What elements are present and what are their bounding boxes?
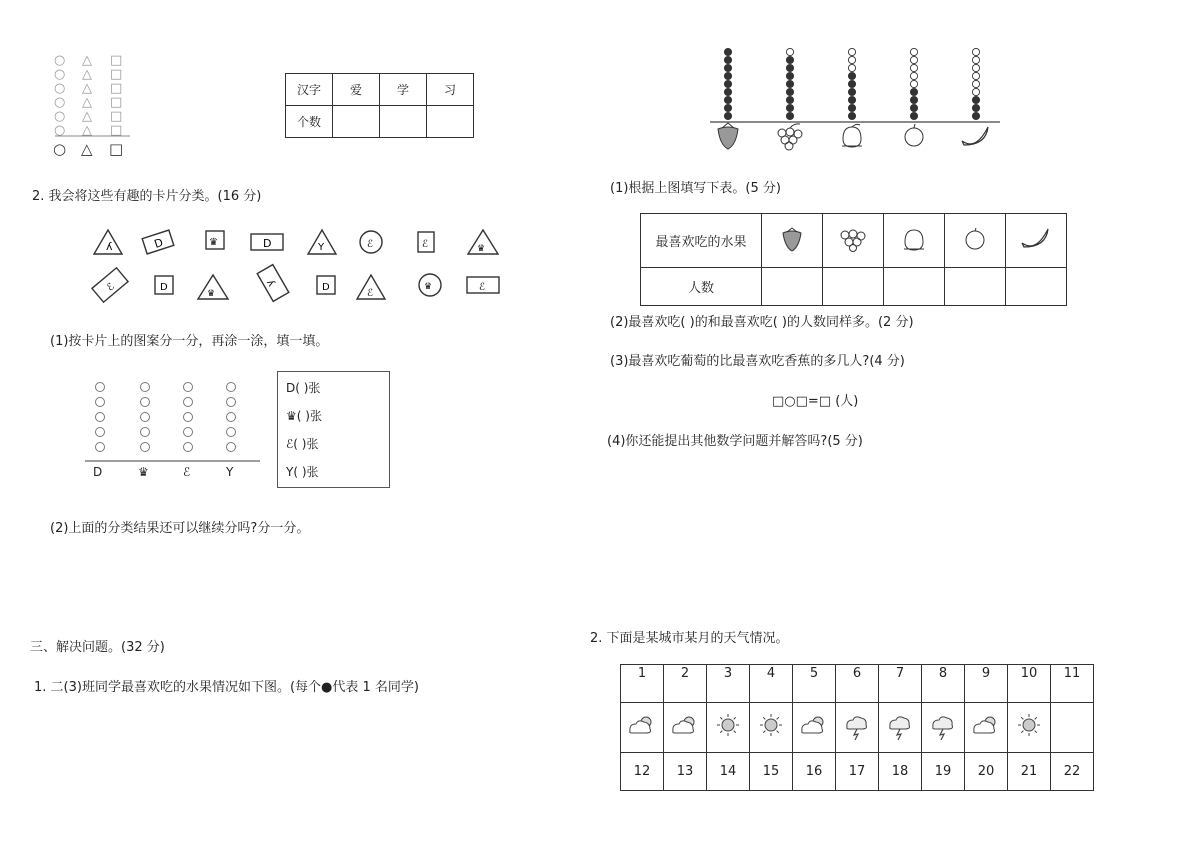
partly-cloudy-icon	[627, 713, 657, 739]
bead-filled	[724, 80, 731, 87]
grapes-icon	[838, 226, 868, 252]
svg-text:Υ: Υ	[318, 242, 325, 253]
bead-filled	[786, 56, 793, 63]
fruit-cell-grapes	[823, 214, 884, 268]
section3-title: 三、解决问题。(32 分)	[30, 640, 165, 655]
bead-filled	[724, 104, 731, 111]
tally-symbol: □	[110, 123, 123, 138]
bead-empty	[972, 80, 979, 87]
fruit-table-row1-label: 最喜欢吃的水果	[641, 214, 762, 268]
bead-filled	[724, 72, 731, 79]
bead-empty	[972, 48, 979, 55]
partly-cloudy-icon	[799, 713, 829, 739]
card-rect-3	[467, 277, 499, 293]
fill-icon: Υ	[286, 465, 294, 479]
tally-circle	[96, 428, 105, 437]
apple-icon	[962, 226, 988, 252]
sunny-icon	[1014, 713, 1044, 739]
tally-symbol: △	[82, 67, 92, 82]
tally-symbol: △	[82, 109, 92, 124]
weather-day-cell: 5	[793, 665, 836, 703]
tally-circle	[141, 443, 150, 452]
bead-filled	[786, 112, 793, 119]
svg-text:ℰ: ℰ	[479, 282, 486, 293]
bead-empty	[910, 56, 917, 63]
tally-symbol: ○	[54, 81, 66, 96]
tally-symbol: △	[82, 53, 92, 68]
fill-box	[277, 371, 390, 488]
weather-day-cell: 22	[1051, 753, 1094, 791]
bead-filled	[724, 48, 731, 55]
svg-text:♛: ♛	[424, 282, 433, 292]
weather-day-cell: 13	[664, 753, 707, 791]
tally-symbol: ○	[54, 123, 66, 138]
weather-day-cell: 9	[965, 665, 1008, 703]
weather-day-cell: 10	[1008, 665, 1051, 703]
weather-icon-cell	[793, 703, 836, 753]
tally-circle	[227, 443, 236, 452]
bead-empty	[848, 64, 855, 71]
q2-sub1: (1)按卡片上的图案分一分，再涂一涂，填一填。	[50, 334, 329, 349]
bead-filled	[724, 64, 731, 71]
svg-text:ʎ: ʎ	[264, 278, 277, 289]
tally-circle	[141, 413, 150, 422]
char-table-header-0: 汉字	[286, 74, 333, 106]
bead-filled	[786, 64, 793, 71]
axis-label-crown: ♛	[138, 465, 149, 479]
svg-text:♛: ♛	[477, 244, 486, 254]
tally-base-symbol: ○	[53, 140, 67, 158]
card-triangle-2	[308, 230, 336, 254]
bead-filled	[786, 80, 793, 87]
svg-text:ʎ: ʎ	[106, 240, 113, 253]
section3-q1: 1. 二(3)班同学最喜欢吃的水果情况如下图。(每个●代表 1 名同学)	[34, 680, 419, 695]
thunderstorm-icon	[885, 713, 915, 739]
card-set	[80, 222, 510, 307]
svg-text:ℰ: ℰ	[367, 288, 374, 299]
fill-text: ( )张	[295, 381, 321, 395]
tally-symbol: △	[82, 123, 92, 138]
fill-text: ( )张	[293, 437, 319, 451]
weather-day-cell: 14	[707, 753, 750, 791]
bead-filled	[848, 96, 855, 103]
peach-icon	[901, 226, 927, 252]
q2-title: 2. 我会将这些有趣的卡片分类。(16 分)	[32, 189, 262, 204]
bead-filled	[910, 96, 917, 103]
tally-symbol: ○	[54, 67, 66, 82]
tally-symbol: □	[110, 53, 123, 68]
weather-icon-cell	[750, 703, 793, 753]
bead-filled	[972, 104, 979, 111]
fill-line-0	[286, 379, 320, 396]
tally-circle	[96, 443, 105, 452]
weather-icon-cell	[836, 703, 879, 753]
tally-base-symbol: □	[109, 140, 124, 158]
tally-symbol: ○	[54, 95, 66, 110]
bead-filled	[848, 88, 855, 95]
card-square-1	[206, 231, 224, 249]
fruit-count-cell	[823, 268, 884, 306]
weather-icon-cell-empty	[1051, 703, 1094, 753]
fill-text: ( )张	[296, 409, 322, 423]
bead-empty	[910, 64, 917, 71]
svg-text:♛: ♛	[209, 237, 218, 248]
shape-tally-chart	[50, 50, 140, 160]
weather-day-cell: 4	[750, 665, 793, 703]
bead-filled	[724, 96, 731, 103]
fruit-q4: (4)你还能提出其他数学问题并解答吗?(5 分)	[607, 434, 863, 449]
fruit-count-cell	[1006, 268, 1067, 306]
card-rect-rotated-2	[92, 268, 128, 302]
weather-table	[620, 664, 1094, 791]
strawberry-icon	[779, 226, 805, 252]
card-triangle-1	[94, 230, 122, 254]
svg-text:ℰ: ℰ	[105, 281, 117, 294]
card-circle-1	[360, 231, 382, 253]
tally-circle	[227, 383, 236, 392]
bead-filled	[786, 96, 793, 103]
fruit-table	[640, 213, 1067, 306]
sunny-icon	[713, 713, 743, 739]
card-rect-2	[418, 232, 434, 252]
weather-day-cell: 11	[1051, 665, 1094, 703]
weather-icon-cell	[965, 703, 1008, 753]
tally-symbol: □	[110, 95, 123, 110]
char-table-header-2: 学	[380, 74, 427, 106]
svg-text:D: D	[322, 282, 330, 293]
axis-label-y: Υ	[226, 465, 234, 479]
weather-day-cell: 3	[707, 665, 750, 703]
fruit-cell-banana	[1006, 214, 1067, 268]
tally-circle	[141, 398, 150, 407]
fill-line-3	[286, 463, 319, 480]
tally-circle	[141, 428, 150, 437]
banana-icon	[1019, 226, 1053, 252]
fill-text: ( )张	[293, 465, 319, 479]
weather-day-cell: 21	[1008, 753, 1051, 791]
tally-base-symbol: △	[81, 140, 93, 158]
weather-icon-cell	[707, 703, 750, 753]
fruit-count-cell	[762, 268, 823, 306]
weather-day-cell: 6	[836, 665, 879, 703]
bead-filled	[724, 56, 731, 63]
sunny-icon	[756, 713, 786, 739]
card-circle-2	[419, 274, 441, 296]
char-table-row-label: 个数	[286, 106, 333, 138]
bead-empty	[972, 64, 979, 71]
bead-empty	[848, 56, 855, 63]
svg-text:ℰ: ℰ	[367, 239, 374, 250]
tally-circle	[184, 443, 193, 452]
weather-day-cell: 19	[922, 753, 965, 791]
fill-icon: ℰ	[286, 437, 294, 451]
bead-empty	[848, 48, 855, 55]
svg-text:ℰ: ℰ	[422, 239, 429, 250]
tally-symbol: ○	[54, 53, 66, 68]
peach-icon	[842, 124, 862, 147]
bead-empty	[972, 56, 979, 63]
fruit-cell-apple	[945, 214, 1006, 268]
card-triangle-5	[357, 275, 385, 299]
weather-day-cell: 18	[879, 753, 922, 791]
fruit-pictograph	[710, 44, 1010, 159]
fruit-q2: (2)最喜欢吃( )的和最喜欢吃( )的人数同样多。(2 分)	[610, 315, 914, 330]
bead-empty	[972, 72, 979, 79]
bead-filled	[972, 96, 979, 103]
bead-empty	[910, 72, 917, 79]
weather-title: 2. 下面是某城市某月的天气情况。	[590, 631, 789, 646]
tally-symbol: □	[110, 109, 123, 124]
card-triangle-4	[198, 275, 228, 299]
char-table-cell	[427, 106, 474, 138]
weather-icon-cell	[664, 703, 707, 753]
grapes-icon	[778, 124, 802, 150]
fruit-cell-peach	[884, 214, 945, 268]
fill-line-1	[286, 407, 322, 424]
tally-circle	[96, 383, 105, 392]
weather-icon-cell	[1008, 703, 1051, 753]
bead-filled	[786, 104, 793, 111]
weather-day-cell: 15	[750, 753, 793, 791]
fruit-count-cell	[945, 268, 1006, 306]
bead-filled	[724, 112, 731, 119]
bead-filled	[786, 72, 793, 79]
svg-text:D: D	[263, 237, 272, 250]
weather-day-cell: 17	[836, 753, 879, 791]
bead-filled	[910, 112, 917, 119]
char-table-cell	[333, 106, 380, 138]
weather-icon-cell	[879, 703, 922, 753]
bead-empty	[910, 80, 917, 87]
tally-circle	[227, 428, 236, 437]
partly-cloudy-icon	[670, 713, 700, 739]
card-square-2	[155, 276, 173, 294]
tally-circle	[96, 413, 105, 422]
fruit-cell-strawberry	[762, 214, 823, 268]
tally-circle	[184, 383, 193, 392]
fruit-q3: (3)最喜欢吃葡萄的比最喜欢吃香蕉的多几人?(4 分)	[610, 354, 905, 369]
weather-day-cell: 7	[879, 665, 922, 703]
tally-circle	[184, 413, 193, 422]
bead-filled	[910, 88, 917, 95]
fruit-count-cell	[884, 268, 945, 306]
card-rect-rotated-1	[142, 230, 174, 254]
weather-icon-cell	[922, 703, 965, 753]
fill-icon: D	[286, 381, 296, 395]
card-rect-rotated-3	[257, 265, 289, 302]
bead-filled	[848, 80, 855, 87]
bead-filled	[910, 104, 917, 111]
equation: □○□=□ (人)	[772, 394, 859, 409]
bead-filled	[786, 88, 793, 95]
bead-empty	[910, 48, 917, 55]
tally-symbol: △	[82, 81, 92, 96]
char-table-cell	[380, 106, 427, 138]
char-table-header-3: 习	[427, 74, 474, 106]
fruit-q1: (1)根据上图填写下表。(5 分)	[610, 181, 781, 196]
weather-day-cell: 1	[621, 665, 664, 703]
char-count-table	[285, 73, 474, 138]
fruit-table-row2-label: 人数	[641, 268, 762, 306]
weather-day-cell: 12	[621, 753, 664, 791]
fill-icon: ♛	[286, 409, 297, 423]
card-tally-chart	[85, 375, 260, 485]
bead-filled	[848, 72, 855, 79]
thunderstorm-icon	[842, 713, 872, 739]
bead-empty	[972, 88, 979, 95]
card-triangle-3	[468, 230, 498, 254]
bead-filled	[724, 88, 731, 95]
tally-circle	[184, 398, 193, 407]
tally-circle	[227, 398, 236, 407]
partly-cloudy-icon	[971, 713, 1001, 739]
tally-circle	[184, 428, 193, 437]
tally-circle	[96, 398, 105, 407]
weather-day-cell: 20	[965, 753, 1008, 791]
bead-filled	[848, 112, 855, 119]
weather-icon-cell	[621, 703, 664, 753]
svg-text:D: D	[160, 282, 168, 293]
weather-day-cell: 8	[922, 665, 965, 703]
strawberry-icon	[718, 123, 738, 149]
axis-label-d: D	[93, 465, 103, 479]
fill-line-2	[286, 435, 318, 452]
tally-circle	[141, 383, 150, 392]
tally-symbol: □	[110, 81, 123, 96]
weather-day-cell: 2	[664, 665, 707, 703]
tally-symbol: △	[82, 95, 92, 110]
bead-filled	[848, 104, 855, 111]
tally-symbol: □	[110, 67, 123, 82]
card-square-3	[317, 276, 335, 294]
axis-label-figure: ℰ	[183, 465, 191, 479]
bead-empty	[786, 48, 793, 55]
tally-circle	[227, 413, 236, 422]
q2-sub2: (2)上面的分类结果还可以继续分吗?分一分。	[50, 521, 310, 536]
char-table-header-1: 爱	[333, 74, 380, 106]
svg-text:D: D	[152, 235, 165, 251]
weather-day-cell: 16	[793, 753, 836, 791]
apple-icon	[905, 124, 923, 146]
bead-filled	[972, 112, 979, 119]
card-rect-1	[251, 234, 283, 250]
banana-icon	[962, 127, 988, 145]
tally-symbol: ○	[54, 109, 66, 124]
thunderstorm-icon	[928, 713, 958, 739]
svg-text:♛: ♛	[207, 289, 216, 299]
